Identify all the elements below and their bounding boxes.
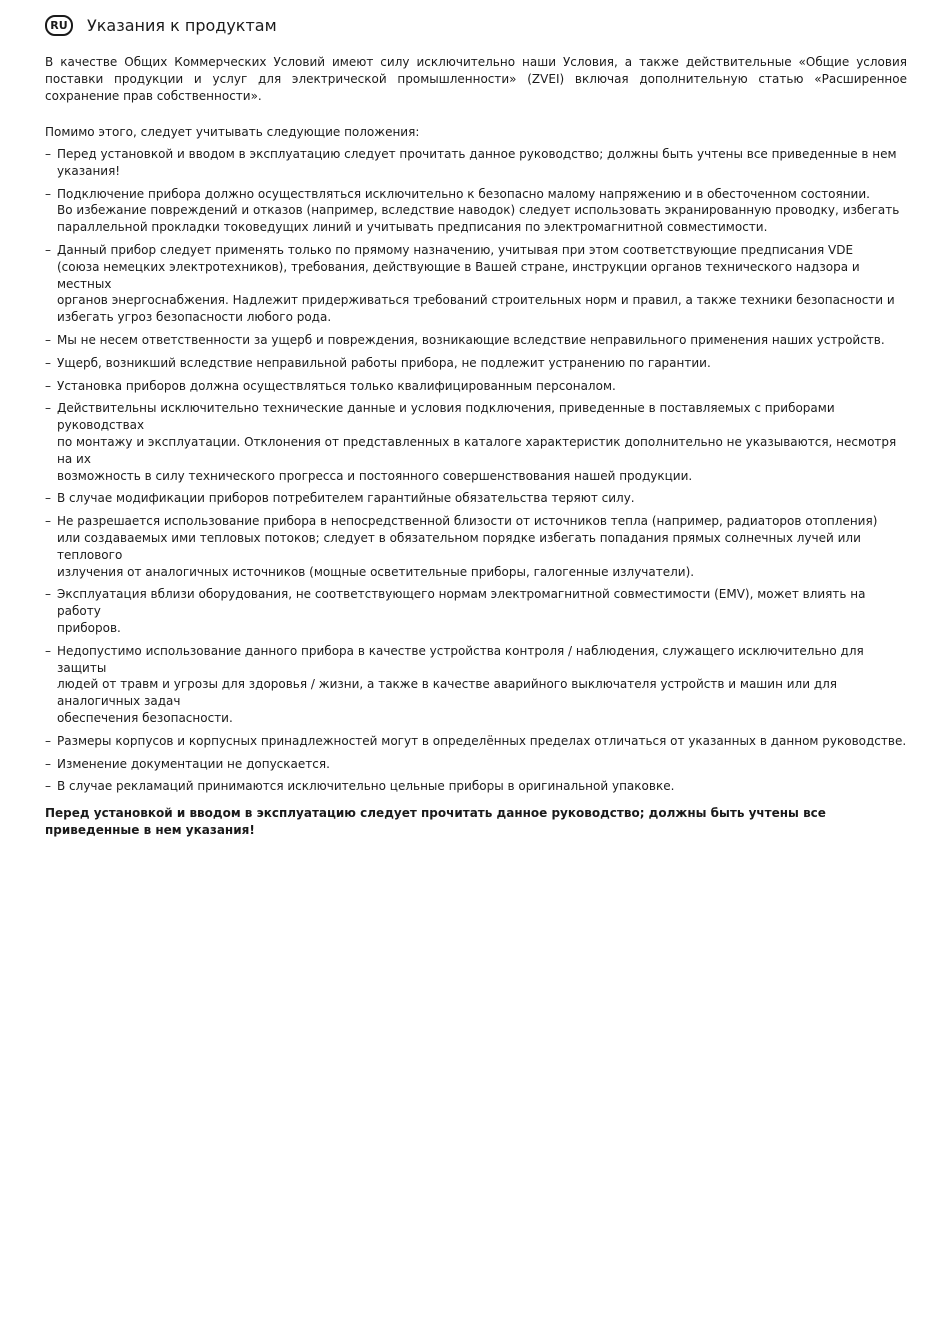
page-title: Указания к продуктам: [87, 15, 277, 35]
intro-paragraph: В качестве Общих Коммерческих Условий имеют силу исключительно наши Условия, а также действительные «Общие условия поставки продукции и услуг для электрической промышленности» (ZVEI) включая дополнительную статью «Расширенное сохранение прав собственности».: [45, 55, 907, 103]
section-header: [45, 12, 907, 38]
list-dash: –: [45, 332, 51, 347]
list-item-text: Действительны исключительно технические данные и условия подключения, приведенные в поставляемых с приборами руководствах по монтажу и эксплуатации. Отклонения от представленных в каталоге характеристик дополнительно не указываются, несмотря на их возможность в силу технического прогресса и постоянного совершенствования нашей продукции.: [57, 401, 897, 483]
list-item-text: Подключение прибора должно осуществляться исключительно к безопасно малому напряжению и в обесточенном состоянии. Во избежание повреждений и отказов (например, вследствие наводок) следует использовать экранированную проводку, избегать параллельной прокладки токоведущих линий и учитывать предписания по электромагнитной совместимости.: [57, 186, 900, 235]
instructions-list: [45, 146, 907, 795]
list-item-text: Размеры корпусов и корпусных принадлежностей могут в определённых пределах отличаться от указанных в данном руководстве.: [57, 733, 907, 748]
list-dash: –: [45, 147, 51, 161]
lead-paragraph: Помимо этого, следует учитывать следующие положения:: [45, 125, 420, 139]
list-item: [45, 778, 907, 795]
list-dash: –: [45, 643, 51, 658]
list-dash: –: [45, 756, 51, 771]
language-badge: RU: [45, 15, 73, 36]
list-dash: –: [45, 733, 51, 748]
list-item: [45, 146, 907, 180]
list-dash: –: [45, 514, 51, 529]
list-item: [45, 756, 907, 773]
list-item-text: Перед установкой и вводом в эксплуатацию следует прочитать данное руководство; должны быть учтены все приведенные в нем указания!: [57, 147, 897, 178]
list-item: [45, 242, 907, 326]
list-item-text: Недопустимо использование данного прибора в качестве устройства контроля / наблюдения, служащего исключительно для защиты людей от травм и угрозы для здоровья / жизни, а также в качестве аварийного выключателя устройств и машин или для аналогичных задач обеспечения безопасности.: [57, 643, 864, 725]
list-item-text: Установка приборов должна осуществляться только квалифицированным персоналом.: [57, 378, 616, 393]
list-dash: –: [45, 378, 51, 393]
list-item: [45, 490, 907, 507]
list-item-text: Не разрешается использование прибора в непосредственной близости от источников тепла (например, радиаторов отопления) или создаваемых ими тепловых потоков; следует в обязательном порядке избегать попадания прямых солнечных лучей или теплового излучения от аналогичных источников (мощные осветительные приборы, галогенные излучатели).: [57, 514, 878, 579]
list-item-text: Мы не несем ответственности за ущерб и повреждения, возникающие вследствие неправильного применения наших устройств.: [57, 332, 885, 347]
list-item-text: Изменение документации не допускается.: [57, 756, 330, 771]
list-item: [45, 186, 907, 236]
list-dash: –: [45, 186, 51, 201]
list-item: [45, 378, 907, 395]
list-item-text: Эксплуатация вблизи оборудования, не соответствующего нормам электромагнитной совместимости (EMV), может влиять на работу приборов.: [57, 587, 866, 635]
list-item-text: Ущерб, возникший вследствие неправильной работы прибора, не подлежит устранению по гарантии.: [57, 355, 711, 370]
list-dash: –: [45, 779, 51, 794]
list-dash: –: [45, 242, 51, 257]
list-dash: –: [45, 587, 51, 602]
list-dash: –: [45, 401, 51, 416]
list-item: [45, 400, 907, 484]
list-item-text: В случае модификации приборов потребителем гарантийные обязательства теряют силу.: [57, 491, 635, 506]
list-item: [45, 586, 907, 636]
document-page: [45, 12, 907, 851]
list-item: [45, 332, 907, 349]
list-item-text: В случае рекламаций принимаются исключительно цельные приборы в оригинальной упаковке.: [57, 779, 675, 794]
list-item: [45, 355, 907, 372]
list-dash: –: [45, 491, 51, 506]
list-item: [45, 643, 907, 727]
final-warning: Перед установкой и вводом в эксплуатацию следует прочитать данное руководство; должны быть учтены все приведенные в нем указания!: [45, 806, 826, 838]
list-item-text: Данный прибор следует применять только по прямому назначению, учитывая при этом соответствующие предписания VDE (союза немецких электротехников), требования, действующие в Вашей стране, инструкции органов технического надзора и местных органов энергоснабжения. Надлежит придерживаться требований строительных норм и правил, а также техники безопасности и избегать угроз безопасности любого рода.: [57, 242, 895, 325]
list-item: [45, 513, 907, 580]
list-item: [45, 733, 907, 750]
list-dash: –: [45, 355, 51, 370]
